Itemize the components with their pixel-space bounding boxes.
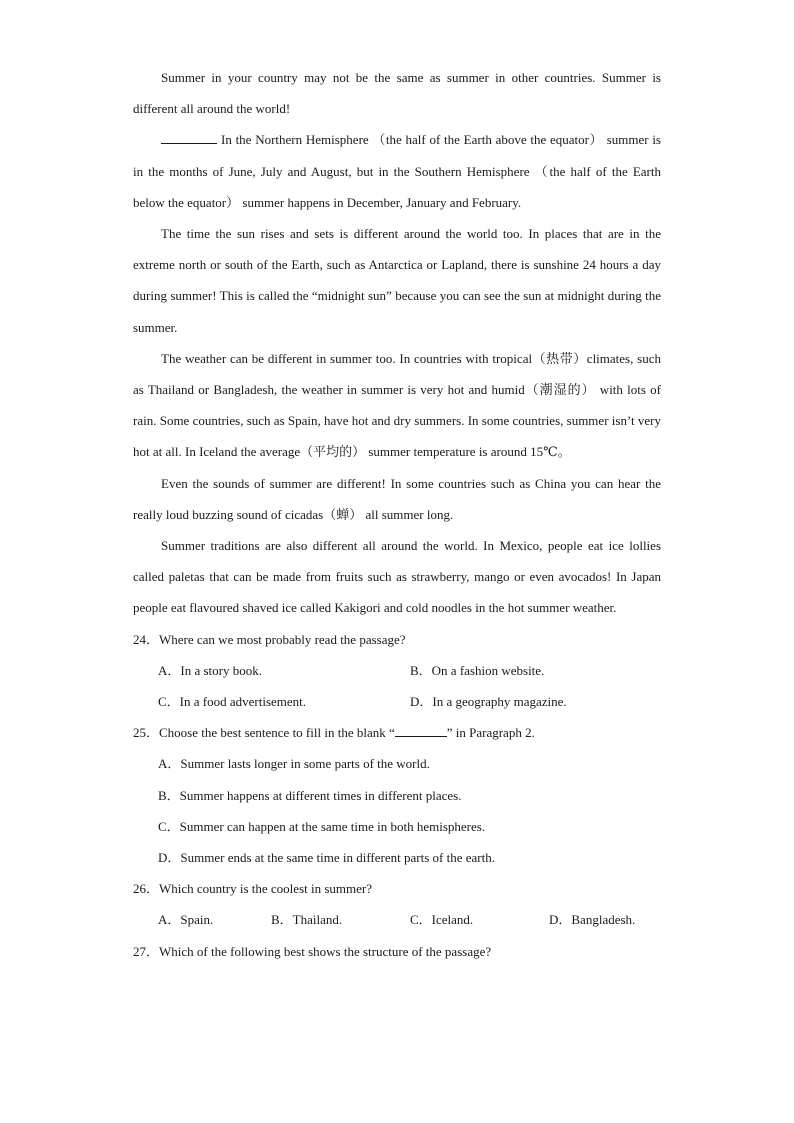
question-25-stem-after: ” in Paragraph 2. (446, 725, 535, 741)
question-25-options (133, 748, 661, 873)
passage-paragraph-4: The weather can be different in summer too. In countries with tropical（热带）climates, such as Thailand or Bangladesh, the weather in summer is very hot and humid（潮湿的） with lots of rain. Some countries, such as Spain, have hot and dry summers. In some countries, summer isn’t very hot at all. In Iceland the average（平均的） summer temperature is around 15℃。 (133, 350, 661, 460)
question-24-stem: 24．Where can we most probably read the passage? (133, 631, 406, 647)
question-27-stem: 27．Which of the following best shows the structure of the passage? (133, 943, 492, 959)
paragraph-2-blank (161, 131, 217, 144)
question-26-option-d[interactable]: D．Bangladesh. (549, 912, 636, 928)
question-25-option-d[interactable]: D．Summer ends at the same time in different parts of the earth. (158, 850, 495, 866)
passage-paragraph-6: Summer traditions are also different all around the world. In Mexico, people eat ice lollies called paletas that can be made from fruits such as strawberry, mango or even avocados! In Japan people eat flavoured shaved ice called Kakigori and cold noodles in the hot summer weather. (133, 538, 661, 616)
question-26-stem: 26．Which country is the coolest in summer? (133, 881, 373, 897)
question-24-option-a[interactable]: A．In a story book. (158, 662, 262, 678)
passage-paragraph-1: Summer in your country may not be the same as summer in other countries. Summer is different all around the world! (133, 70, 661, 117)
passage-paragraph-5: Even the sounds of summer are different! In some countries such as China you can hear the really loud buzzing sound of cicadas（蝉） all summer long. (133, 475, 661, 522)
question-26-option-b[interactable]: B．Thailand. (271, 912, 343, 928)
question-24-option-d[interactable]: D．In a geography magazine. (410, 694, 567, 710)
question-26-option-c[interactable]: C．Iceland. (410, 912, 474, 928)
question-26-option-a[interactable]: A．Spain. (158, 912, 214, 928)
page-content (133, 62, 661, 967)
question-25-option-c[interactable]: C．Summer can happen at the same time in both hemispheres. (158, 818, 486, 834)
question-25-blank (395, 724, 447, 737)
question-25-option-a[interactable]: A．Summer lasts longer in some parts of the world. (158, 756, 430, 772)
question-24-options (133, 655, 661, 717)
passage-paragraph-2-text: In the Northern Hemisphere （the half of the Earth above the equator） summer is in the months of June, July and August, but in the Southern Hemisphere （the half of the Earth below the equator） summer happens in December, January and February. (133, 132, 661, 210)
question-26-options (133, 904, 661, 935)
question-24-option-b[interactable]: B．On a fashion website. (410, 662, 545, 678)
question-25-stem (133, 717, 661, 748)
question-24-option-c[interactable]: C．In a food advertisement. (158, 694, 307, 710)
question-25-stem-before: 25．Choose the best sentence to fill in the blank “ (133, 725, 395, 741)
passage-paragraph-2 (133, 124, 661, 218)
passage-paragraph-3: The time the sun rises and sets is different around the world too. In places that are in the extreme north or south of the Earth, such as Antarctica or Lapland, there is sunshine 24 hours a day during summer! This is called the “midnight sun” because you can see the sun at midnight during the summer. (133, 226, 661, 335)
question-25-option-b[interactable]: B．Summer happens at different times in different places. (158, 787, 462, 803)
